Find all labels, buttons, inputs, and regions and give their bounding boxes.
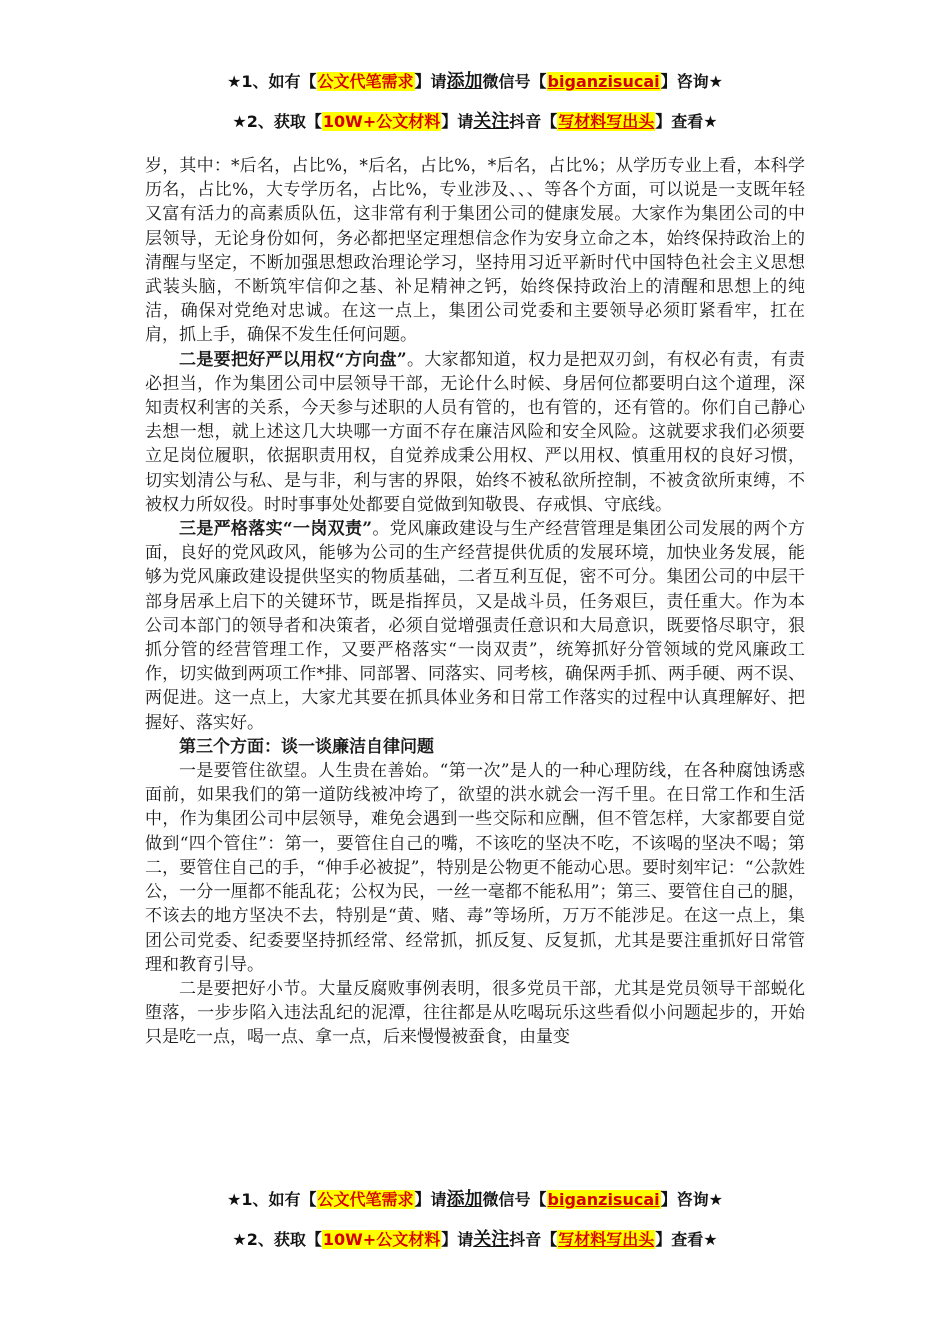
highlight-text: 公文代笔需求 bbox=[317, 1190, 414, 1209]
paragraph-lead: 三是严格落实“一岗双责” bbox=[179, 519, 373, 540]
paragraph: 岁，其中：*后名，占比%，*后名，占比%，*后名，占比%；从学历专业上看，本科学历名，占比%，大专学历名，占比%，专业涉及、、、等各个方面，可以说是一支既年轻又富有活力的高素质队伍，这非常有利于集团公司的健康发展。大家作为集团公司的中层领导，无论身份如何，务必都把坚定理想信念作为安身立命之本，始终保持政治上的清醒与坚定，不断加强思想政治理论学习，坚持用习近平新时代中国特色社会主义思想武装头脑，不断筑牢信仰之基、补足精神之钙，始终保持政治上的清醒和思想上的纯洁，确保对党绝对忠诚。在这一点上，集团公司党委和主要领导必须盯紧看牢，扛在肩，抓上手，确保不发生任何问题。 bbox=[145, 156, 805, 346]
highlight-text: 10W+公文材料 bbox=[322, 112, 441, 131]
banner-text: 微信号【 bbox=[482, 1190, 547, 1209]
emphasis-text: 添加 bbox=[446, 71, 483, 92]
bottom-banner-line-2 bbox=[0, 1228, 950, 1252]
paragraph: 一是要管住欲望。人生贵在善始。“第一次”是人的一种心理防线，在各种腐蚀诱惑面前，如果我们的第一道防线被冲垮了，欲望的洪水就会一泻千里。在日常工作和生活中，作为集团公司中层领导，难免会遇到一些交际和应酬，但不管怎样，大家都要自觉做到“四个管住”：第一，要管住自己的嘴，不该吃的坚决不吃，不该喝的坚决不喝；第二，要管住自己的手，“伸手必被捉”，特别是公物更不能动心思。要时刻牢记：“公款姓公，一分一厘都不能乱花；公权为民，一丝一毫都不能私用”；第三、要管住自己的腿，不该去的地方坚决不去，特别是“黄、赌、毒”等场所，万万不能涉足。在这一点上，集团公司党委、纪委要坚持抓经常、经常抓，抓反复、反复抓，尤其是要注重抓好日常管理和教育引导。 bbox=[145, 761, 805, 975]
paragraph bbox=[145, 348, 805, 517]
banner-text: 】咨询★ bbox=[660, 1190, 723, 1209]
banner-text: 】咨询★ bbox=[660, 72, 723, 91]
banner-text: ★1、如有【 bbox=[227, 1190, 317, 1209]
highlight-text: 公文代笔需求 bbox=[317, 72, 414, 91]
paragraph-text: 。党风廉政建设与生产经营管理是集团公司发展的两个方面，良好的党风政风，能够为公司的生产经营提供优质的发展环境，加快业务发展，能够为党风廉政建设提供坚实的物质基础，二者互利互促，密不可分。集团公司的中层干部身居承上启下的关键环节，既是指挥员，又是战斗员，任务艰巨，责任重大。作为本公司本部门的领导者和决策者，必须自觉增强责任意识和大局意识，既要恪尽职守，狠抓分管的经营管理工作，又要严格落实“一岗双责”，统筹抓好分管领域的党风廉政工作，切实做到两项工作*排、同部署、同落实、同考核，确保两手抓、两手硬、两不误、两促进。这一点上，大家尤其要在抓具体业务和日常工作落实的过程中认真理解好、把握好、落实好。 bbox=[145, 519, 806, 733]
highlight-text: 10W+公文材料 bbox=[322, 1230, 441, 1249]
section-heading: 第三个方面：谈一谈廉洁自律问题 bbox=[179, 736, 434, 757]
banner-text: ★1、如有【 bbox=[227, 72, 317, 91]
paragraph bbox=[145, 517, 805, 735]
paragraph: 二是要把好小节。大量反腐败事例表明，很多党员干部，尤其是党员领导干部蜕化堕落，一步步陷入违法乱纪的泥潭，往往都是从吃喝玩乐这些看似小问题起步的，开始只是吃一点，喝一点、拿一点，后来慢慢被蚕食，由量变 bbox=[145, 978, 805, 1048]
bottom-banner-line-1 bbox=[0, 1188, 950, 1212]
wechat-id: biganzisucai bbox=[547, 1190, 660, 1209]
banner-text: 】查看★ bbox=[655, 112, 718, 131]
wechat-id: biganzisucai bbox=[547, 72, 660, 91]
banner-text: ★2、获取【 bbox=[232, 112, 322, 131]
banner-text: 微信号【 bbox=[482, 72, 547, 91]
banner-text: 】请 bbox=[414, 1190, 447, 1209]
douyin-id: 写材料写出头 bbox=[558, 1230, 655, 1249]
banner-text: 抖音【 bbox=[509, 112, 558, 131]
document-body bbox=[145, 154, 805, 1050]
top-banner-line-2 bbox=[0, 110, 950, 134]
emphasis-text: 关注 bbox=[473, 1229, 510, 1250]
paragraph-lead: 二是要把好严以用权“方向盘” bbox=[179, 349, 407, 370]
top-banner-line-1 bbox=[0, 70, 950, 94]
banner-text: 】请 bbox=[414, 72, 447, 91]
paragraph-text: 。大家都知道，权力是把双刃剑，有权必有责，有责必担当，作为集团公司中层领导干部，无论什么时候、身居何位都要明白这个道理，深知责权利害的关系，今天参与述职的人员有管的，也有管的，还有管的。你们自己静心去想一想，就上述这几大块哪一方面不存在廉洁风险和安全风险。这就要求我们必须要立足岗位履职，依据职责用权，自觉养成秉公用权、严以用权、慎重用权的良好习惯，切实划清公与私、是与非，利与害的界限，始终不被私欲所控制，不被贪欲所束缚，不被权力所奴役。时时事事处处都要自觉做到知敬畏、存戒惧、守底线。 bbox=[145, 349, 805, 515]
emphasis-text: 关注 bbox=[473, 111, 510, 132]
banner-text: 】请 bbox=[441, 1230, 474, 1249]
banner-text: ★2、获取【 bbox=[232, 1230, 322, 1249]
banner-text: 抖音【 bbox=[509, 1230, 558, 1249]
douyin-id: 写材料写出头 bbox=[558, 112, 655, 131]
banner-text: 】查看★ bbox=[655, 1230, 718, 1249]
emphasis-text: 添加 bbox=[446, 1189, 483, 1210]
banner-text: 】请 bbox=[441, 112, 474, 131]
